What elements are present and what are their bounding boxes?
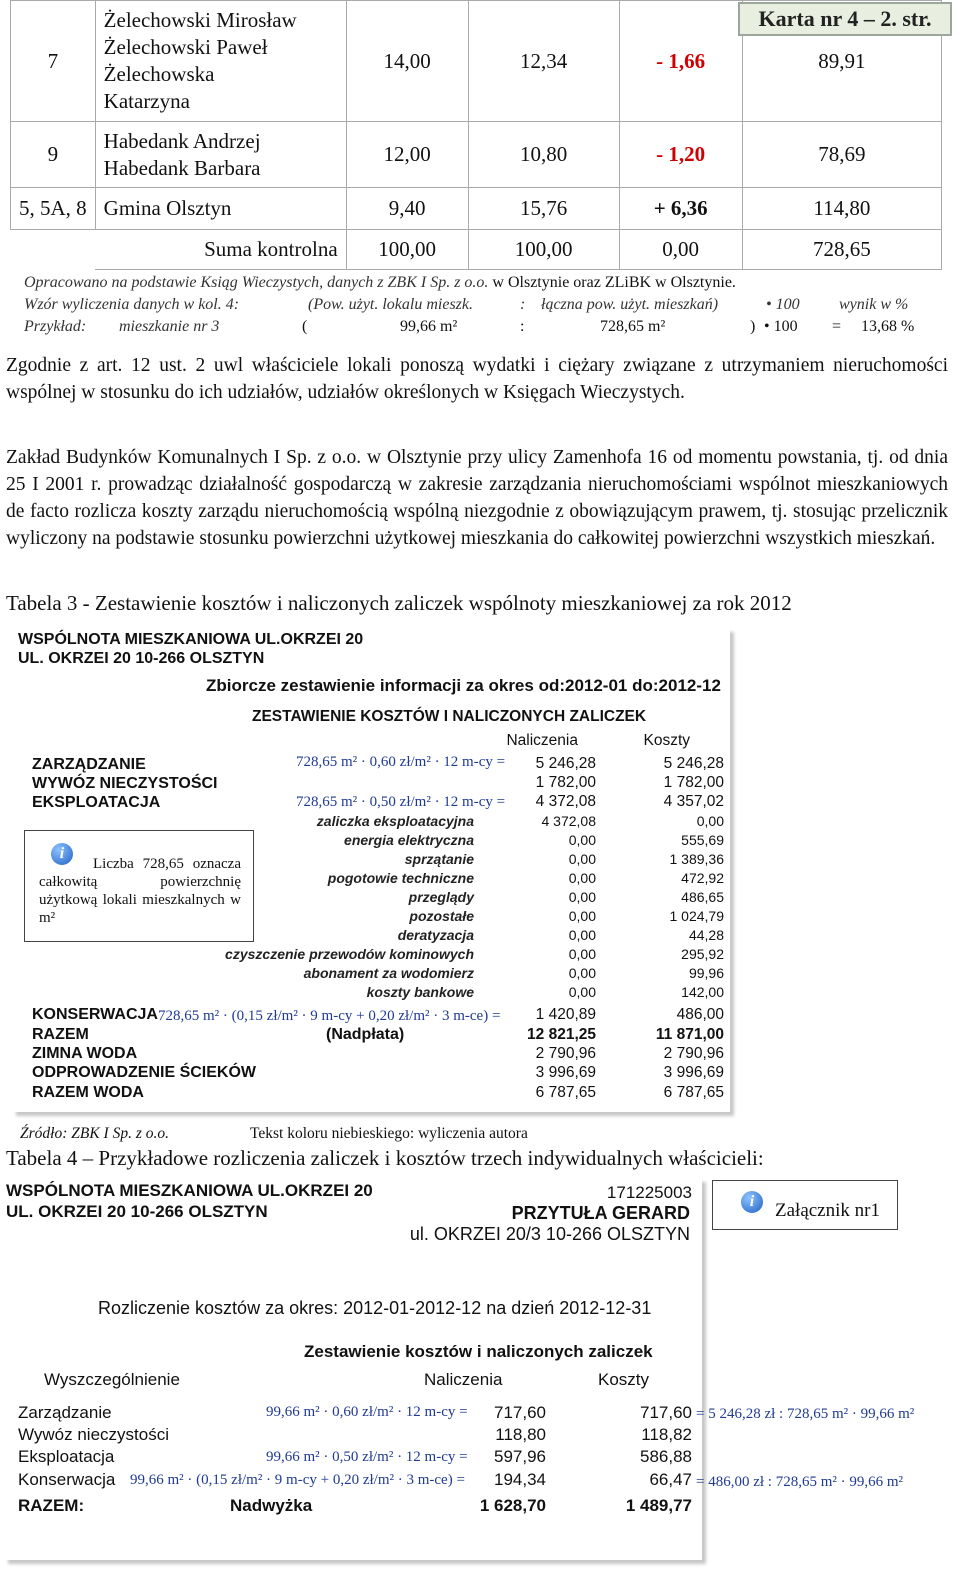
owner-address: ul. OKRZEI 20/3 10-266 OLSZTYN [409,1224,690,1244]
source-plain: w Olsztynie oraz ZLiBK w Olsztynie. [492,274,736,291]
row-number: 7 [11,1,96,122]
owner-name: PRZYTUŁA GERARD [511,1203,690,1223]
report-header: WSPÓLNOTA MIESZKANIOWA UL.OKRZEI 20 [6,1181,373,1200]
example-part: = [832,318,842,335]
sub-row-value-koszty: 44,28 [688,927,724,943]
owner-names [95,122,346,188]
info-text: Liczba 728,65 oznacza całkowitą powierzchnię użytkową lokali mieszkalnych w m² [39,856,241,926]
report-owner-settlement [4,1178,702,1560]
row-value-naliczenia: 1 420,89 [535,1006,596,1023]
row-value-koszty: 4 357,02 [663,793,724,810]
report-address: UL. OKRZEI 20 10-266 OLSZTYN [18,650,265,667]
calc-konserwacja-right: = 486,00 zł : 728,65 m² · 99,66 m² [696,1474,904,1490]
area-value: 89,91 [742,1,941,122]
sub-row-value-naliczenia: 0,00 [568,851,596,867]
example-part: 99,66 m² [400,318,458,335]
share-old: 12,00 [346,122,468,188]
sum-new: 100,00 [468,230,619,270]
share-new: 12,34 [468,1,619,122]
info-box [24,830,254,942]
sub-row-value-koszty: 486,65 [681,889,724,905]
report-title: Zestawienie kosztów i naliczonych zaliczek [304,1342,653,1361]
sub-row-label: pozostałe [409,908,474,924]
sub-row-value-naliczenia: 4 372,08 [541,813,596,829]
attachment-box [712,1180,898,1230]
example-label: Przykład: [24,318,87,335]
formula-line [24,296,929,316]
ownership-table [10,0,942,270]
row-value-naliczenia: 717,60 [494,1403,546,1422]
sum-area: 728,65 [742,230,941,270]
row-label: Wywóz nieczystości [18,1425,169,1444]
calc-eksploatacja: 99,66 m² · 0,50 zł/m² · 12 m-cy = [266,1449,468,1465]
row-value-koszty: 6 787,65 [663,1084,724,1101]
sub-row-value-naliczenia: 0,00 [568,889,596,905]
sum-diff: 0,00 [619,230,742,270]
share-new: 15,76 [468,188,619,230]
row-value-koszty: 1 782,00 [663,774,724,791]
source-italic: Opracowano na podstawie Ksiąg Wieczystych, danych z ZBK I Sp. z o.o. [24,274,489,291]
sub-row-value-naliczenia: 0,00 [568,984,596,1000]
report-address: UL. OKRZEI 20 10-266 OLSZTYN [6,1202,268,1221]
example-part: mieszkanie nr 3 [119,318,220,335]
card-badge: Karta nr 4 – 2. str. [738,2,952,36]
source-note [24,274,736,292]
overpayment-label: (Nadpłata) [326,1026,405,1043]
column-header-wyszczegolnienie: Wyszczególnienie [44,1370,180,1389]
row-value-naliczenia: 6 787,65 [535,1084,596,1101]
formula-part: (Pow. użyt. lokalu mieszk. [308,296,474,313]
total-label: RAZEM: [18,1496,85,1515]
row-label: ODPROWADZENIE ŚCIEKÓW [32,1064,257,1081]
report-period: Zbiorcze zestawienie informacji za okres od:2012-01 do:2012-12 [206,676,721,695]
calc-zarzadzanie: 728,65 m² · 0,60 zł/m² · 12 m-cy = [296,754,506,770]
table-row [11,188,942,230]
formula-part: • 100 [766,296,800,313]
example-part: ) [750,318,756,335]
account-number: 171225003 [606,1183,692,1202]
row-value-naliczenia: 2 790,96 [535,1045,596,1062]
table4-caption: Tabela 4 – Przykładowe rozliczenia zaliczek i kosztów trzech indywidualnych właścicieli: [6,1146,764,1170]
sub-row-value-koszty: 99,96 [688,965,724,981]
blue-text-note: Tekst koloru niebieskiego: wyliczenia autora [250,1125,528,1142]
row-value-naliczenia: 5 246,28 [535,755,596,772]
surplus-label: Nadwyżka [230,1496,313,1515]
row-label: KONSERWACJA [32,1006,158,1023]
row-value-koszty: 11 871,00 [655,1026,724,1043]
example-line [24,318,929,338]
owner-name: Żelechowski Paweł [103,35,268,59]
sub-row-value-koszty: 295,92 [681,946,724,962]
calc-konserwacja: 728,65 m² · (0,15 zł/m² · 9 m-cy + 0,20 zł/m² · 3 m-ce) = [158,1008,501,1024]
owner-name: Katarzyna [103,89,190,113]
sum-old: 100,00 [346,230,468,270]
row-value-koszty: 3 996,69 [663,1064,724,1081]
sub-row-label: pogotowie techniczne [327,870,474,886]
row-number: 5, 5A, 8 [11,188,96,230]
total-koszty: 1 489,77 [625,1496,692,1515]
source-label: Źródło: ZBK I Sp. z o.o. [20,1125,169,1142]
formula-part: wynik w % [839,296,909,313]
column-header-naliczenia: Naliczenia [424,1370,503,1389]
sub-row-value-naliczenia: 0,00 [568,832,596,848]
row-value-naliczenia: 118,80 [495,1425,546,1444]
area-value: 114,80 [742,188,941,230]
row-value-naliczenia: 4 372,08 [535,793,596,810]
column-header-koszty: Koszty [643,732,690,749]
table3-caption: Tabela 3 - Zestawienie kosztów i naliczonych zaliczek wspólnoty mieszkaniowej za rok 2012 [6,591,792,615]
calc-eksploatacja: 728,65 m² · 0,50 zł/m² · 12 m-cy = [296,794,506,810]
row-value-koszty: 486,00 [676,1006,724,1023]
owner-names [95,1,346,122]
column-header-koszty: Koszty [598,1370,650,1389]
row-value-koszty: 66,47 [649,1470,692,1489]
sub-row-label: przeglądy [408,889,474,905]
sub-row-value-naliczenia: 0,00 [568,965,596,981]
row-value-naliczenia: 12 821,25 [527,1026,596,1043]
example-part: ( [302,318,308,335]
row-value-naliczenia: 1 782,00 [535,774,596,791]
row-value-koszty: 5 246,28 [663,755,724,772]
owner-name: Habedank Andrzej [103,128,261,153]
report-title: ZESTAWIENIE KOSZTÓW I NALICZONYCH ZALICZEK [252,708,647,725]
sub-row-value-koszty: 0,00 [696,813,724,829]
sub-row-label: energia elektryczna [344,832,474,848]
share-diff: - 1,66 [619,1,742,122]
sub-row-label: abonament za wodomierz [303,965,474,981]
row-label: ZIMNA WODA [32,1045,138,1062]
owner-name: Żelechowski Mirosław [103,8,297,32]
row-value-naliczenia: 597,96 [494,1447,546,1466]
paragraph-2: Zakład Budynków Komunalnych I Sp. z o.o. w Olsztynie przy ulicy Zamenhofa 16 od momentu powstania, tj. od dnia 25 I 2001 r. prowadząc działalność gospodarczą w zakresie zarządzania nieruchomościami wspólnot mieszkaniowych de facto rozlicza koszty zarządu nieruchomością wspólną niezgodnie z obowiązującym prawem, tj. stosując przelicznik wyliczony na podstawie stosunku powierzchni użytkowej mieszkania do całkowitej powierzchni wszystkich mieszkań. [6,447,948,549]
row-value-koszty: 2 790,96 [663,1045,724,1062]
formula-label: Wzór wyliczenia danych w kol. 4: [24,296,240,313]
column-header-naliczenia: Naliczenia [506,732,578,749]
row-label: Konserwacja [18,1470,116,1489]
sub-row-value-koszty: 555,69 [681,832,724,848]
example-part: : [520,318,525,335]
sub-row-value-naliczenia: 0,00 [568,927,596,943]
sub-row-value-koszty: 1 389,36 [669,851,724,867]
share-old: 9,40 [346,188,468,230]
area-value: 78,69 [742,122,941,188]
attachment-label: Załącznik nr1 [775,1200,880,1221]
row-value-koszty: 118,82 [641,1425,692,1444]
owner-names: Gmina Olsztyn [95,188,346,230]
calc-konserwacja: 99,66 m² · (0,15 zł/m² · 9 m-cy + 0,20 zł/m² · 3 m-ce) = [130,1472,465,1488]
paragraph-1: Zgodnie z art. 12 ust. 2 uwl właściciele lokali ponoszą wydatki i ciężary związane z utrzymaniem nieruchomości wspólnej w stosunku do ich udziałów, udziałów określonych w Księgach Wieczystych. [6,355,948,403]
row-value-koszty: 586,88 [640,1447,692,1466]
sub-row-label: koszty bankowe [366,984,474,1000]
sum-row [11,230,942,270]
row-label: EKSPLOATACJA [32,794,161,811]
report-period: Rozliczenie kosztów za okres: 2012-01-2012-12 na dzień 2012-12-31 [98,1298,652,1318]
share-diff: - 1,20 [619,122,742,188]
calc-zarzadzanie-right: = 5 246,28 zł : 728,65 m² · 99,66 m² [696,1406,915,1422]
row-label: RAZEM [32,1026,89,1043]
sum-label: Suma kontrolna [95,230,346,270]
example-part: 13,68 % [861,318,915,335]
sub-row-label: sprzątanie [404,851,474,867]
row-label: ZARZĄDZANIE [32,756,146,773]
formula-part: łączna pow. użyt. mieszkań) [541,296,719,313]
row-label: Zarządzanie [18,1403,112,1422]
report-summary-2012 [12,628,730,1112]
sub-row-value-naliczenia: 0,00 [568,870,596,886]
row-label: WYWÓZ NIECZYSTOŚCI [32,775,218,792]
sub-row-value-koszty: 472,92 [681,870,724,886]
example-part: • 100 [764,318,798,335]
info-icon: i [741,1191,763,1213]
share-old: 14,00 [346,1,468,122]
sub-row-value-koszty: 1 024,79 [669,908,724,924]
owner-name: Żelechowska [103,62,215,86]
sub-row-label: zaliczka eksploatacyjna [316,813,474,829]
row-value-naliczenia: 194,34 [494,1470,546,1489]
row-number: 9 [11,122,96,188]
row-label: Eksploatacja [18,1447,115,1466]
share-new: 10,80 [468,122,619,188]
calc-zarzadzanie: 99,66 m² · 0,60 zł/m² · 12 m-cy = [266,1404,468,1420]
sub-row-value-koszty: 142,00 [681,984,724,1000]
info-icon: i [51,843,73,865]
formula-part: : [520,296,526,313]
table-row [11,122,942,188]
share-diff: + 6,36 [619,188,742,230]
sub-row-label: deratyzacja [397,927,474,943]
example-part: 728,65 m² [600,318,666,335]
report-header: WSPÓLNOTA MIESZKANIOWA UL.OKRZEI 20 [18,631,364,648]
sub-row-value-naliczenia: 0,00 [568,908,596,924]
owner-name: Habedank Barbara [103,155,261,180]
sub-row-label: czyszczenie przewodów kominowych [225,946,474,962]
sub-row-value-naliczenia: 0,00 [568,946,596,962]
total-naliczenia: 1 628,70 [479,1496,546,1515]
row-value-koszty: 717,60 [640,1403,692,1422]
row-value-naliczenia: 3 996,69 [535,1064,596,1081]
row-label: RAZEM WODA [32,1084,144,1101]
